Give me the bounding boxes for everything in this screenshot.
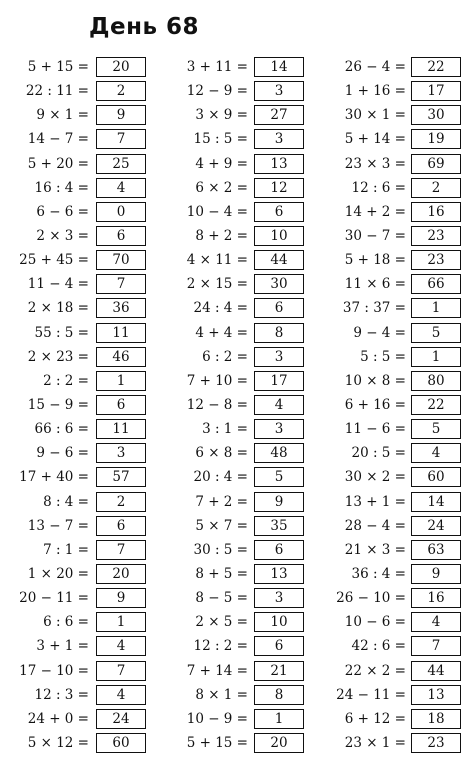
- answer-box: 6: [254, 202, 304, 222]
- answer-box: 48: [254, 443, 304, 463]
- answer-box: 22: [411, 395, 461, 415]
- answer-box: 3: [254, 419, 304, 439]
- exercise-expression: 3 × 9 =: [195, 107, 248, 124]
- exercise-expression: 12 − 9 =: [186, 83, 248, 100]
- answer-box: 6: [254, 636, 304, 656]
- answer-box: 14: [254, 57, 304, 77]
- exercise-expression: 11 − 6 =: [344, 421, 406, 438]
- exercise-expression: 30 − 7 =: [344, 227, 406, 244]
- exercise-expression: 36 : 4 =: [351, 565, 406, 582]
- exercise-expression: 6 : 6 =: [43, 614, 89, 631]
- exercise-expression: 28 − 4 =: [344, 517, 406, 534]
- exercise-expression: 6 × 8 =: [195, 445, 248, 462]
- answer-box: 5: [411, 323, 461, 343]
- answer-box: 11: [96, 323, 146, 343]
- exercise-expression: 8 − 5 =: [195, 590, 248, 607]
- exercise-expression: 17 − 10 =: [19, 662, 89, 679]
- exercise-expression: 4 + 9 =: [195, 155, 248, 172]
- answer-box: 17: [411, 81, 461, 101]
- answer-box: 14: [411, 492, 461, 512]
- answer-box: 63: [411, 540, 461, 560]
- exercise-expression: 13 + 1 =: [344, 493, 406, 510]
- answer-box: 57: [96, 467, 146, 487]
- exercise-expression: 12 : 2 =: [193, 638, 248, 655]
- exercise-expression: 5 × 12 =: [27, 734, 89, 751]
- exercise-expression: 2 × 15 =: [186, 276, 248, 293]
- exercise-expression: 66 : 6 =: [34, 421, 89, 438]
- exercise-expression: 10 − 6 =: [344, 614, 406, 631]
- answer-box: 30: [254, 274, 304, 294]
- exercise-expression: 2 × 18 =: [27, 300, 89, 317]
- exercise-expression: 12 − 8 =: [186, 396, 248, 413]
- exercise-expression: 3 + 1 =: [36, 638, 89, 655]
- answer-box: 4: [411, 612, 461, 632]
- answer-box: 7: [96, 129, 146, 149]
- answer-box: 69: [411, 154, 461, 174]
- answer-box: 10: [254, 226, 304, 246]
- exercise-expression: 9 − 6 =: [36, 445, 89, 462]
- exercise-expression: 12 : 6 =: [351, 179, 406, 196]
- answer-box: 16: [411, 588, 461, 608]
- exercise-expression: 30 : 5 =: [193, 541, 248, 558]
- exercise-expression: 5 + 14 =: [344, 131, 406, 148]
- answer-box: 13: [411, 685, 461, 705]
- exercise-expression: 10 − 4 =: [186, 203, 248, 220]
- exercise-expression: 3 + 11 =: [186, 59, 248, 75]
- answer-box: 46: [96, 347, 146, 367]
- answer-box: 3: [254, 81, 304, 101]
- answer-box: 7: [96, 661, 146, 681]
- exercise-expression: 11 × 6 =: [344, 276, 406, 293]
- exercise-expression: 24 + 0 =: [27, 710, 89, 727]
- exercise-expression: 1 + 16 =: [344, 83, 406, 100]
- exercise-expression: 26 − 10 =: [336, 590, 406, 607]
- answer-box: 1: [96, 612, 146, 632]
- exercise-expression: 5 + 15 =: [27, 59, 89, 75]
- answer-box: 12: [254, 178, 304, 198]
- answer-box: 21: [254, 661, 304, 681]
- answer-box: 16: [411, 202, 461, 222]
- page-title: День 68: [89, 14, 200, 40]
- exercise-expression: 24 − 11 =: [336, 686, 406, 703]
- exercise-expression: 25 + 45 =: [19, 252, 89, 269]
- exercise-expression: 24 : 4 =: [193, 300, 248, 317]
- answer-box: 6: [96, 516, 146, 536]
- answer-box: 5: [254, 467, 304, 487]
- answer-box: 3: [96, 443, 146, 463]
- answer-box: 13: [254, 564, 304, 584]
- exercise-expression: 5 × 7 =: [195, 517, 248, 534]
- answer-box: 10: [254, 612, 304, 632]
- exercise-expression: 7 + 2 =: [195, 493, 248, 510]
- exercise-expression: 2 : 2 =: [43, 372, 89, 389]
- answer-box: 66: [411, 274, 461, 294]
- exercise-expression: 7 : 1 =: [43, 541, 89, 558]
- answer-box: 4: [96, 636, 146, 656]
- answer-box: 23: [411, 733, 461, 753]
- answer-box: 20: [254, 733, 304, 753]
- exercise-expression: 1 × 20 =: [27, 565, 89, 582]
- answer-box: 70: [96, 250, 146, 270]
- exercise-expression: 7 + 10 =: [186, 372, 248, 389]
- exercise-expression: 5 + 18 =: [344, 252, 406, 269]
- answer-box: 80: [411, 371, 461, 391]
- exercise-expression: 2 × 3 =: [36, 227, 89, 244]
- answer-box: 4: [411, 443, 461, 463]
- answer-box: 44: [411, 661, 461, 681]
- exercise-expression: 22 × 2 =: [344, 662, 406, 679]
- exercise-expression: 21 × 3 =: [344, 541, 406, 558]
- answer-box: 23: [411, 250, 461, 270]
- exercise-expression: 9 − 4 =: [353, 324, 406, 341]
- answer-box: 13: [254, 154, 304, 174]
- exercise-expression: 2 × 23 =: [27, 348, 89, 365]
- exercise-expression: 23 × 1 =: [344, 734, 406, 751]
- answer-box: 3: [254, 129, 304, 149]
- answer-box: 1: [254, 709, 304, 729]
- answer-box: 3: [254, 347, 304, 367]
- exercise-expression: 6 + 12 =: [344, 710, 406, 727]
- answer-box: 9: [96, 588, 146, 608]
- exercise-expression: 55 : 5 =: [34, 324, 89, 341]
- exercise-expression: 16 : 4 =: [34, 179, 89, 196]
- exercise-expression: 6 − 6 =: [36, 203, 89, 220]
- exercise-expression: 4 × 11 =: [186, 252, 248, 269]
- answer-box: 17: [254, 371, 304, 391]
- answer-box: 22: [411, 57, 461, 77]
- exercise-expression: 14 − 7 =: [27, 131, 89, 148]
- exercise-expression: 42 : 6 =: [351, 638, 406, 655]
- exercise-expression: 8 × 1 =: [195, 686, 248, 703]
- exercise-expression: 4 + 4 =: [195, 324, 248, 341]
- exercise-expression: 8 + 5 =: [195, 565, 248, 582]
- exercise-expression: 11 − 4 =: [27, 276, 89, 293]
- answer-box: 11: [96, 419, 146, 439]
- answer-box: 3: [254, 588, 304, 608]
- exercise-expression: 22 : 11 =: [25, 83, 89, 100]
- exercise-expression: 17 + 40 =: [19, 469, 89, 486]
- exercise-expression: 5 + 20 =: [27, 155, 89, 172]
- exercise-expression: 5 + 15 =: [186, 734, 248, 751]
- exercise-expression: 7 + 14 =: [186, 662, 248, 679]
- answer-box: 19: [411, 129, 461, 149]
- answer-box: 9: [411, 564, 461, 584]
- exercise-expression: 3 : 1 =: [202, 421, 248, 438]
- answer-box: 20: [96, 564, 146, 584]
- exercise-expression: 8 + 2 =: [195, 227, 248, 244]
- answer-box: 30: [411, 105, 461, 125]
- exercise-expression: 6 : 2 =: [202, 348, 248, 365]
- answer-box: 8: [254, 685, 304, 705]
- answer-box: 1: [96, 371, 146, 391]
- exercise-expression: 6 + 16 =: [344, 396, 406, 413]
- answer-box: 6: [254, 298, 304, 318]
- answer-box: 20: [96, 57, 146, 77]
- exercise-expression: 37 : 37 =: [342, 300, 406, 317]
- answer-box: 6: [96, 395, 146, 415]
- answer-box: 2: [96, 492, 146, 512]
- answer-box: 35: [254, 516, 304, 536]
- exercise-expression: 10 − 9 =: [186, 710, 248, 727]
- answer-box: 9: [96, 105, 146, 125]
- exercise-expression: 12 : 3 =: [34, 686, 89, 703]
- exercise-expression: 23 × 3 =: [344, 155, 406, 172]
- answer-box: 4: [96, 178, 146, 198]
- answer-box: 1: [411, 298, 461, 318]
- answer-box: 4: [254, 395, 304, 415]
- answer-box: 7: [96, 274, 146, 294]
- answer-box: 36: [96, 298, 146, 318]
- answer-box: 7: [411, 636, 461, 656]
- answer-box: 27: [254, 105, 304, 125]
- exercise-expression: 6 × 2 =: [195, 179, 248, 196]
- exercise-expression: 20 : 5 =: [351, 445, 406, 462]
- answer-box: 2: [96, 81, 146, 101]
- exercise-expression: 15 − 9 =: [27, 396, 89, 413]
- answer-box: 6: [96, 226, 146, 246]
- exercise-expression: 15 : 5 =: [193, 131, 248, 148]
- answer-box: 60: [411, 467, 461, 487]
- answer-box: 2: [411, 178, 461, 198]
- exercise-expression: 13 − 7 =: [27, 517, 89, 534]
- exercise-expression: 14 + 2 =: [344, 203, 406, 220]
- answer-box: 1: [411, 347, 461, 367]
- exercise-expression: 9 × 1 =: [36, 107, 89, 124]
- answer-box: 18: [411, 709, 461, 729]
- answer-box: 8: [254, 323, 304, 343]
- exercise-expression: 26 − 4 =: [344, 59, 406, 75]
- exercise-expression: 5 : 5 =: [360, 348, 406, 365]
- answer-box: 25: [96, 154, 146, 174]
- exercise-expression: 30 × 1 =: [344, 107, 406, 124]
- answer-box: 44: [254, 250, 304, 270]
- answer-box: 5: [411, 419, 461, 439]
- exercise-expression: 20 : 4 =: [193, 469, 248, 486]
- exercise-expression: 10 × 8 =: [344, 372, 406, 389]
- answer-box: 60: [96, 733, 146, 753]
- answer-box: 4: [96, 685, 146, 705]
- answer-box: 24: [411, 516, 461, 536]
- exercise-expression: 2 × 5 =: [195, 614, 248, 631]
- exercise-expression: 30 × 2 =: [344, 469, 406, 486]
- answer-box: 9: [254, 492, 304, 512]
- answer-box: 0: [96, 202, 146, 222]
- exercise-expression: 20 − 11 =: [19, 590, 89, 607]
- answer-box: 24: [96, 709, 146, 729]
- answer-box: 6: [254, 540, 304, 560]
- answer-box: 23: [411, 226, 461, 246]
- exercise-expression: 8 : 4 =: [43, 493, 89, 510]
- answer-box: 7: [96, 540, 146, 560]
